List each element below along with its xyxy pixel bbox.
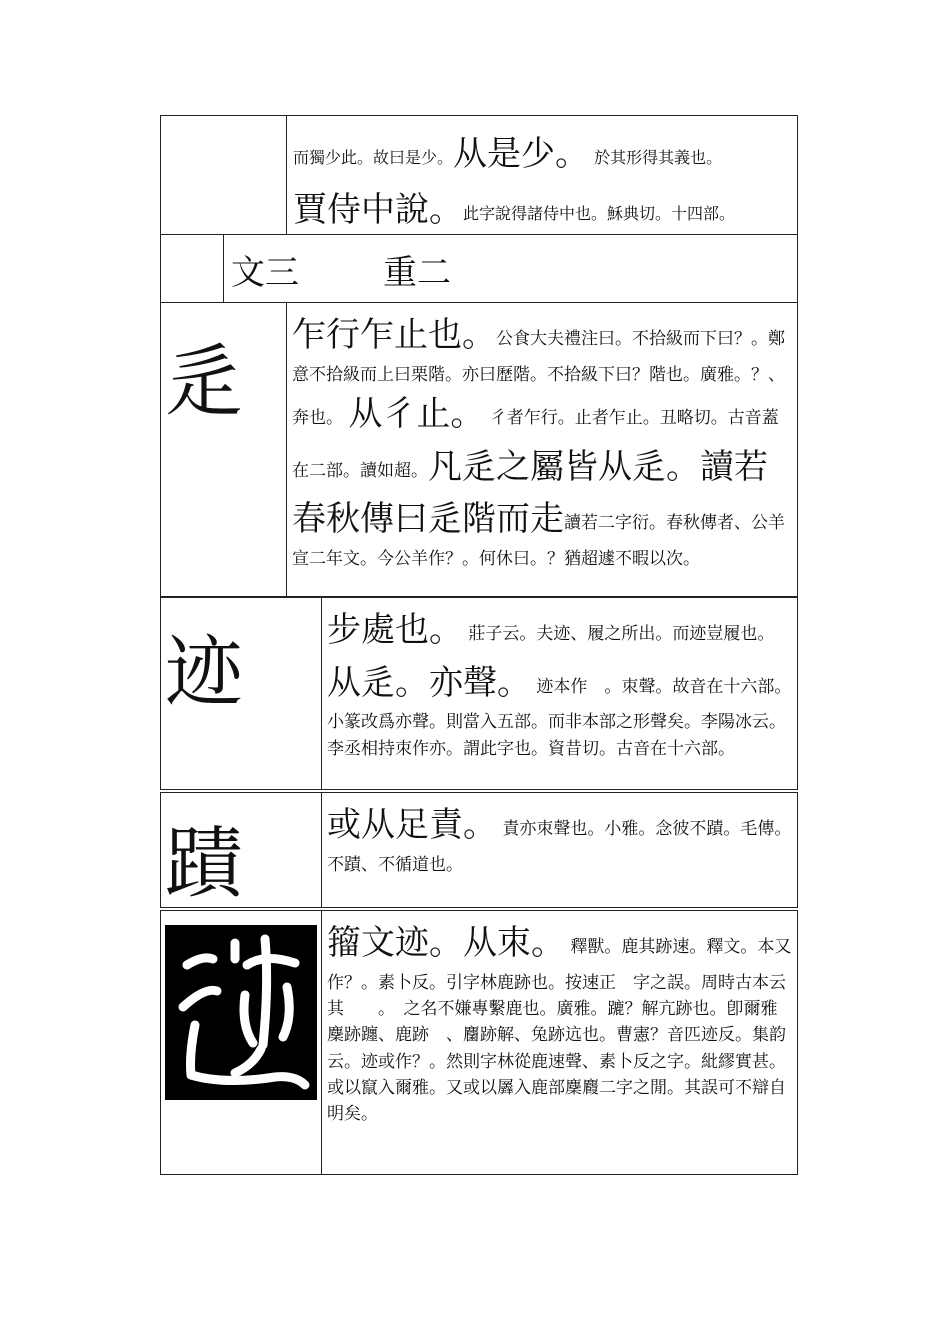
seal-script-image bbox=[165, 925, 317, 1100]
gloss-text: 於其形得其義也。 bbox=[594, 148, 723, 167]
headword: 蹟 bbox=[165, 819, 244, 909]
main-text: 步處也。 bbox=[327, 610, 463, 650]
main-text: 賈侍中說。 bbox=[293, 190, 463, 230]
wen-count: 文三 bbox=[231, 253, 299, 293]
gloss-text: 讀若二字衍。春秋傳者、公羊宣二年文。今公羊作？。何休曰。？猶超遽不暇以次。 bbox=[292, 513, 785, 570]
gloss-text: 公食大夫禮注曰。不拾級而下曰？。鄭意不拾級而上曰栗階。亦曰歷階。不拾級下曰？階也。廣雅。？、奔也。 bbox=[292, 329, 785, 429]
column-divider bbox=[321, 598, 322, 789]
main-text: 乍行乍止也。 bbox=[292, 315, 496, 355]
column-divider bbox=[321, 793, 322, 907]
column-divider bbox=[321, 911, 322, 1174]
gloss-text: 此字說得諸侍中也。穌典切。十四部。 bbox=[463, 204, 736, 223]
main-text: 凡辵之屬皆从辵。讀若春秋傳曰辵階而走 bbox=[292, 446, 768, 540]
column-divider bbox=[223, 235, 224, 302]
entry-block-chuo bbox=[160, 302, 798, 597]
entry-text bbox=[292, 309, 792, 572]
gloss-text: 而獨少此。故曰是少。 bbox=[293, 148, 454, 167]
entry-block-ji bbox=[160, 597, 798, 790]
column-divider bbox=[286, 303, 287, 596]
gloss-text: 責亦朿聲也。小雅。念彼不蹟。毛傳。不蹟、不循道也。 bbox=[327, 819, 792, 875]
gloss-text: 釋獸。鹿其跡速。釋文。本又作？。素卜反。引字林鹿跡也。按速正 字之誤。周時古本云其 。 之名不嫌專繫鹿也。廣雅。蹗？解亢跡也。卽爾雅麇跡躔、鹿跡 、麕跡解、兔跡迒也。曹憲？音匹迹反。集韵云。迹或作？。然則字林從鹿速聲、素卜反之字。紕繆實甚。或以竄入爾雅。又或以羼入鹿部麇麚二字之閒。其誤可不辯自明矣。 bbox=[327, 937, 792, 1125]
main-text: 籀文迹。从朿。 bbox=[327, 923, 565, 963]
seal-script-glyph-icon bbox=[165, 925, 317, 1100]
entry-text bbox=[327, 604, 793, 762]
gloss-text: 迹本作 。朿聲。故音在十六部。小篆改爲亦聲。則當入五部。而非本部之形聲矣。李陽冰云。李丞相持朿作亦。謂此字也。資昔切。古音在十六部。 bbox=[327, 676, 792, 759]
entry-block-continuation bbox=[160, 115, 798, 235]
entry-block-ji-variant bbox=[160, 792, 798, 908]
entry-text bbox=[327, 799, 793, 878]
main-text: 从是少。 bbox=[453, 134, 590, 174]
entry-text bbox=[293, 128, 793, 240]
headword: 迹 bbox=[165, 628, 244, 718]
entry-block-zhouwen bbox=[160, 910, 798, 1175]
gloss-text: 莊子云。夫迹、履之所出。而迹豈履也。 bbox=[468, 624, 775, 644]
main-text: 或从足責。 bbox=[327, 805, 497, 845]
chong-count: 重二 bbox=[383, 253, 451, 293]
entry-text bbox=[327, 917, 793, 1128]
gloss-text: 彳者乍行。止者乍止。丑略切。古音蓋在二部。讀如超。 bbox=[292, 408, 779, 481]
headword: 辵 bbox=[165, 337, 244, 427]
count-row bbox=[160, 234, 798, 303]
column-divider bbox=[286, 116, 287, 234]
main-text: 从彳止。 bbox=[348, 394, 485, 435]
main-text: 从辵。亦聲。 bbox=[327, 662, 531, 703]
